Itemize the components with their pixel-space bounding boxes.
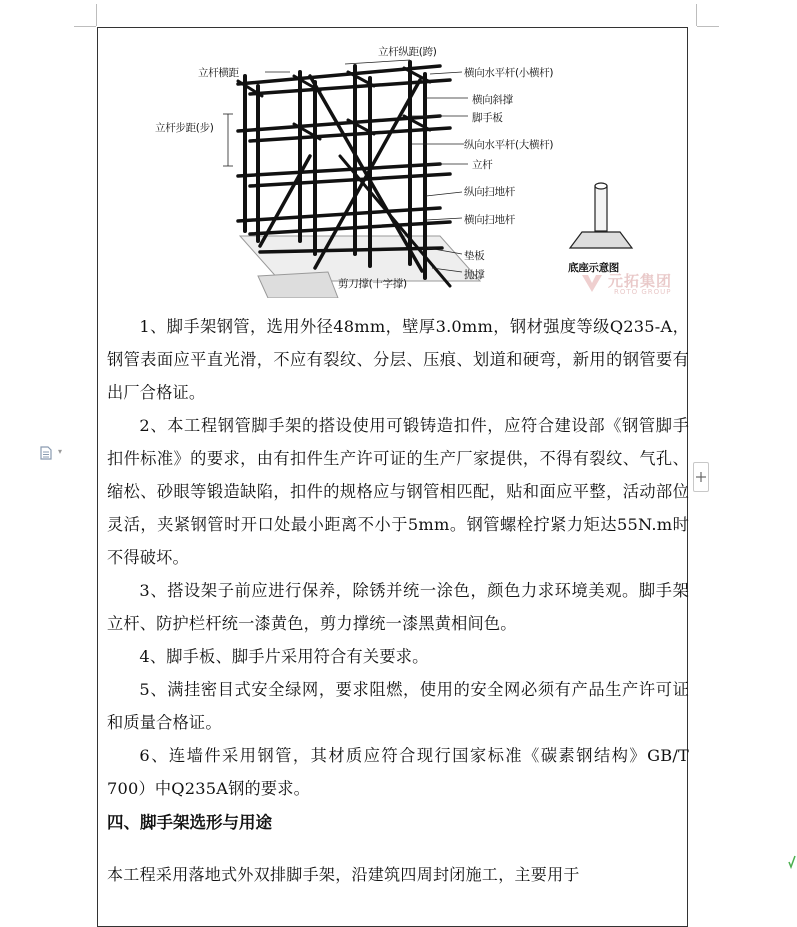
label-throw-brace: 抛撑 (464, 269, 485, 281)
crop-mark-top-left-h (74, 26, 96, 27)
label-pole-step: 立杆步距(步) (155, 122, 214, 134)
chevron-down-icon[interactable]: ▾ (58, 447, 63, 456)
plus-icon (696, 472, 706, 482)
label-pad-board: 垫板 (464, 250, 485, 262)
add-button[interactable] (693, 462, 709, 492)
crop-mark-top-left-v (96, 4, 97, 26)
section-heading: 四、脚手架选形与用途 (107, 813, 272, 832)
label-longitudinal-horizontal-bar: 纵向水平杆(大横杆) (464, 139, 554, 151)
label-scissor-brace: 剪刀撑(十字撑) (338, 278, 407, 290)
company-watermark (578, 270, 688, 300)
paragraph-cut-off: 本工程采用落地式外双排脚手架，沿建筑四周封闭施工，主要用于 (107, 865, 580, 884)
paragraph-1: 1、脚手架钢管，选用外径48mm，壁厚3.0mm，钢材强度等级Q235-A，钢管表面应平直光滑，不应有裂纹、分层、压痕、划道和硬弯，新用的钢管要有出厂合格证。 (107, 317, 689, 402)
document-icon[interactable] (40, 446, 52, 460)
label-transverse-sweep-bar: 横向扫地杆 (464, 214, 515, 226)
label-transverse-horizontal-bar: 横向水平杆(小横杆) (464, 67, 554, 79)
label-transverse-diagonal: 横向斜撑 (472, 94, 513, 106)
crop-mark-top-right-h (697, 26, 719, 27)
watermark-main: 元拓集团 (608, 272, 673, 290)
document-body (107, 310, 689, 841)
crop-mark-top-right-v (696, 4, 697, 26)
paragraph-4: 4、脚手板、脚手片采用符合有关要求。 (139, 647, 429, 666)
label-pole-transverse-spacing: 立杆横距 (198, 67, 239, 79)
label-longitudinal-sweep-bar: 纵向扫地杆 (464, 186, 515, 198)
watermark-logo-icon (580, 272, 604, 294)
scaffold-figure (150, 36, 710, 298)
label-scaffold-board: 脚手板 (472, 112, 503, 124)
paragraph-3: 3、搭设架子前应进行保养，除锈并统一涂色，颜色力求环境美观。脚手架立杆、防护栏杆统一漆黄色，剪力撑统一漆黑黄相间色。 (107, 581, 689, 633)
watermark-sub: ROTO GROUP (614, 288, 672, 296)
label-base-diagram: 底座示意图 (568, 262, 619, 274)
label-pole: 立杆 (472, 159, 493, 171)
paragraph-5: 5、满挂密目式安全绿网，要求阻燃，使用的安全网必须有产品生产许可证和质量合格证。 (107, 680, 689, 732)
paragraph-6: 6、连墙件采用钢管，其材质应符合现行国家标准《碳素钢结构》GB/T 700）中Q235A钢的要求。 (107, 746, 689, 798)
paragraph-2: 2、本工程钢管脚手架的搭设使用可锻铸造扣件，应符合建设部《钢管脚手扣件标准》的要求，由有扣件生产许可证的生产厂家提供，不得有裂纹、气孔、缩松、砂眼等锻造缺陷，扣件的规格应与钢管相匹配，贴和面应平整，活动部位灵活，夹紧钢管时开口处最小距离不小于5mm。钢管螺栓拧紧力矩达55N.m时不得破坏。 (107, 416, 689, 567)
label-pole-longitudinal-spacing: 立杆纵距(跨) (378, 46, 437, 58)
green-check-icon (788, 854, 796, 870)
